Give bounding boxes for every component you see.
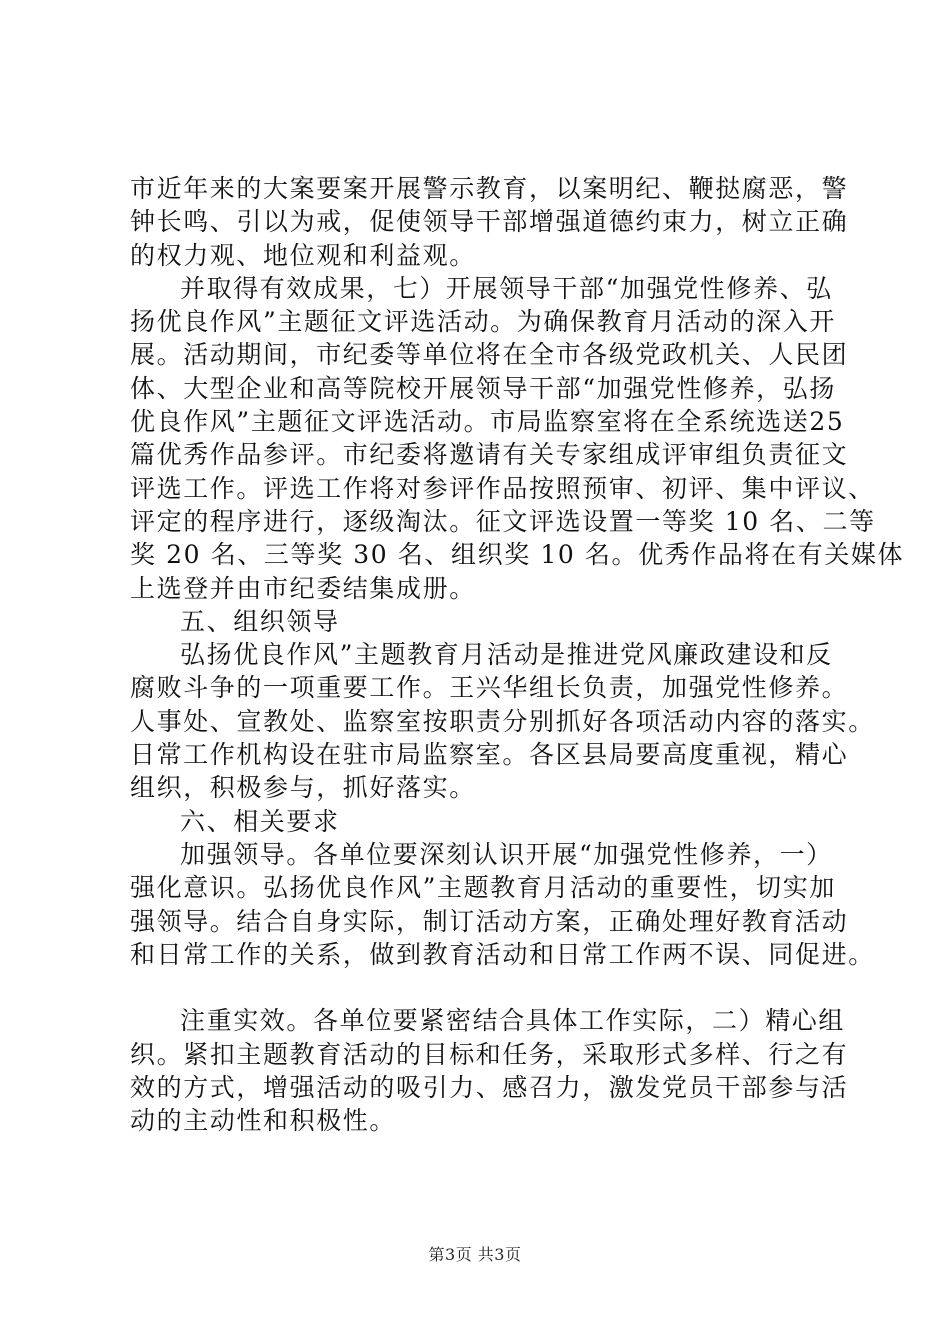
text-line: 人事处、宣教处、监察室按职责分别抓好各项活动内容的落实。 [130, 706, 875, 736]
text-line: 奖 20 名、三等奖 30 名、组织奖 10 名。优秀作品将在有关媒体 [130, 540, 905, 570]
text-line: 和日常工作的关系，做到教育活动和日常工作两不误、同促进。 [130, 939, 875, 969]
text-line: 织。紧扣主题教育活动的目标和任务，采取形式多样、行之有 [130, 1039, 849, 1069]
text-line: 注重实效。各单位要紧密结合具体工作实际，二）精心组 [180, 1006, 846, 1036]
text-line: 篇优秀作品参评。市纪委将邀请有关专家组成评审组负责征文 [130, 440, 849, 470]
text-line: 效的方式，增强活动的吸引力、感召力，激发党员干部参与活 [130, 1073, 849, 1103]
text-line: 的权力观、地位观和利益观。 [130, 240, 476, 270]
text-line: 评定的程序进行，逐级淘汰。征文评选设置一等奖 10 名、二等 [130, 506, 876, 536]
text-line: 体、大型企业和高等院校开展领导干部“加强党性修养，弘扬 [130, 373, 836, 403]
page-number-footer: 第3页 共3页 [428, 1245, 522, 1264]
document-body [130, 172, 905, 1138]
text-line: 日常工作机构设在驻市局监察室。各区县局要高度重视，精心 [130, 740, 849, 770]
text-line: 强化意识。弘扬优良作风”主题教育月活动的重要性，切实加 [130, 873, 836, 903]
text-line: 扬优良作风”主题征文评选活动。为确保教育月活动的深入开 [130, 307, 836, 337]
text-line: 组织，积极参与，抓好落实。 [130, 773, 476, 803]
blank-line [130, 971, 852, 1004]
text-line: 评选工作。评选工作将对参评作品按照预审、初评、集中评议、 [130, 473, 875, 503]
text-line: 腐败斗争的一项重要工作。王兴华组长负责，加强党性修养。 [130, 673, 849, 703]
text-line: 钟长鸣、引以为戒，促使领导干部增强道德约束力，树立正确 [130, 207, 849, 237]
text-line: 弘扬优良作风”主题教育月活动是推进党风廉政建设和反 [180, 640, 833, 670]
text-line: 市近年来的大案要案开展警示教育，以案明纪、鞭挞腐恶，警 [130, 174, 849, 203]
text-line: 五、组织领导 [180, 606, 340, 636]
text-line: 展。活动期间，市纪委等单位将在全市各级党政机关、人民团 [130, 340, 849, 370]
text-line: 加强领导。各单位要深刻认识开展“加强党性修养，一） [180, 839, 833, 869]
text-line: 动的主动性和积极性。 [130, 1106, 397, 1136]
text-line: 上选登并由市纪委结集成册。 [130, 573, 476, 603]
text-line: 六、相关要求 [180, 806, 340, 836]
text-line: 并取得有效成果，七）开展领导干部“加强党性修养、弘 [180, 273, 833, 303]
text-line: 优良作风”主题征文评选活动。市局监察室将在全系统选送25 [130, 407, 845, 437]
text-line: 强领导。结合自身实际，制订活动方案，正确处理好教育活动 [130, 906, 849, 936]
